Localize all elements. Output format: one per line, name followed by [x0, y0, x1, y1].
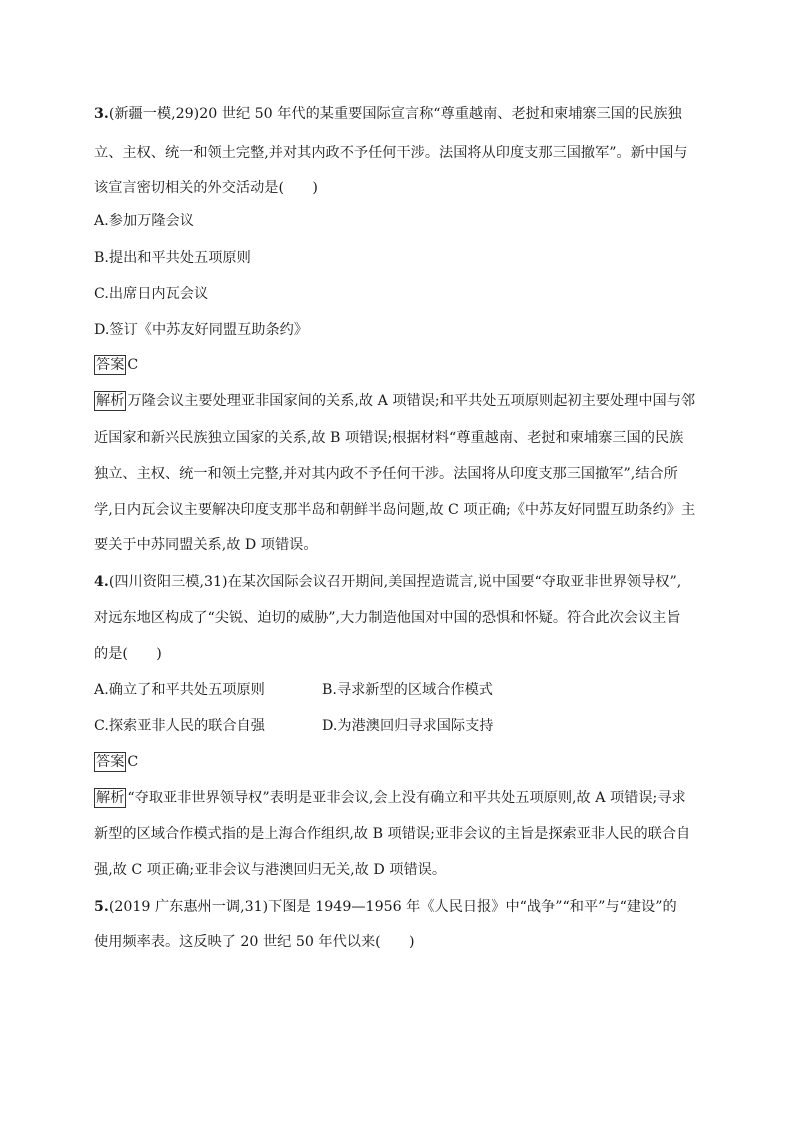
answer-label: 答案: [96, 754, 125, 770]
answer-value: C: [127, 754, 139, 770]
analysis-label: 解析: [96, 393, 125, 409]
q4-number: 4.: [94, 574, 109, 590]
q3-answer: [94, 355, 704, 375]
answer-value: C: [127, 357, 139, 373]
q4-analysis-line-3: 强,故 C 项正确;亚非会议与港澳回归无关,故 D 项错误。: [94, 862, 447, 878]
q3-number: 3.: [94, 106, 109, 122]
q3-analysis-line-5: 要关于中苏同盟关系,故 D 项错误。: [94, 537, 318, 553]
q4-analysis-line-2: 新型的区域合作模式指的是上海合作组织,故 B 项错误;亚非会议的主旨是探索亚非人民的联合自: [94, 826, 691, 842]
q4-options-row-1: [94, 680, 704, 700]
q3-analysis-line-4: 学,日内瓦会议主要解决印度支那半岛和朝鲜半岛问题,故 C 项正确;《中苏友好同盟互助条约》主: [94, 502, 696, 518]
q3-line-3: 该宣言密切相关的外交活动是( ): [94, 180, 318, 196]
q3-option-c: C.出席日内瓦会议: [94, 286, 209, 302]
q3-analysis-line-1: 解析 万隆会议主要处理亚非国家间的关系,故 A 项错误;和平共处五项原则起初主要处理中国与邻: [96, 393, 696, 409]
q4-analysis-line-1: 解析 “夺取亚非世界领导权”表明是亚非会议,会上没有确立和平共处五项原则,故 A 项错误;寻求: [96, 790, 686, 806]
q4-line-2: 对远东地区构成了“尖锐、迫切的威胁”,大力制造他国对中国的恐惧和怀疑。符合此次会议主旨: [94, 610, 681, 626]
q4-option-d: D.为港澳回归寻求国际支持: [322, 718, 494, 734]
q3-line-1: 3.(新疆一模,29)20 世纪 50 年代的某重要国际宣言称“尊重越南、老挝和柬埔寨三国的民族独: [94, 106, 682, 122]
analysis-label: 解析: [96, 790, 125, 806]
q4-line-3: 的是( ): [94, 646, 162, 662]
q3-option-d: D.签订《中苏友好同盟互助条约》: [94, 322, 309, 338]
q4-options-row-2: [94, 716, 704, 736]
q5-line-2: 使用频率表。这反映了 20 世纪 50 年代以来( ): [94, 934, 415, 950]
q4-option-b: B.寻求新型的区域合作模式: [322, 682, 493, 698]
q3-option-b: B.提出和平共处五项原则: [94, 250, 251, 266]
q5-number: 5.: [94, 899, 109, 915]
q4-line-1: 4.(四川资阳三模,31)在某次国际会议召开期间,美国捏造谎言,说中国要“夺取亚非世界领导权”,: [94, 574, 682, 590]
q5-line-1: 5.(2019 广东惠州一调,31)下图是 1949—1956 年《人民日报》中“战争”“和平”与“建设”的: [94, 899, 677, 915]
q4-answer: [94, 752, 704, 772]
q3-option-a: A.参加万隆会议: [94, 213, 194, 229]
q4-option-c: C.探索亚非人民的联合自强: [94, 718, 265, 734]
answer-label: 答案: [96, 357, 125, 373]
q3-analysis-line-3: 独立、主权、统一和领土完整,并对其内政不予任何干涉。法国将从印度支那三国撤军”,结合所: [94, 466, 678, 482]
q4-option-a: A.确立了和平共处五项原则: [94, 682, 265, 698]
q3-line-2: 立、主权、统一和领土完整,并对其内政不予任何干涉。法国将从印度支那三国撤军”。新中国与: [94, 145, 688, 161]
q3-analysis-line-2: 近国家和新兴民族独立国家的关系,故 B 项错误;根据材料“尊重越南、老挝和柬埔寨三国的民族: [94, 430, 684, 446]
